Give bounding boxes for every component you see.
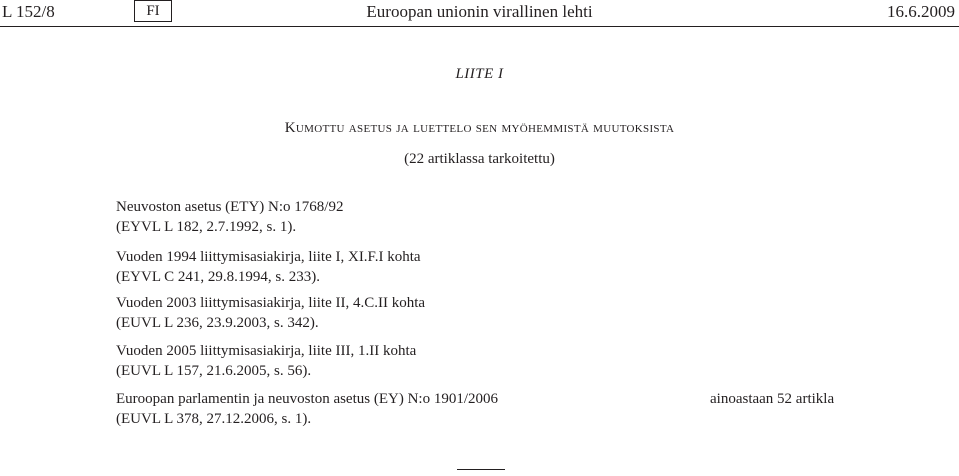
end-divider [457,469,505,470]
entry-regulation-1768-92-line2: (EYVL L 182, 2.7.1992, s. 1). [116,219,297,235]
entry-accession-1994-line2: (EYVL C 241, 29.8.1994, s. 233). [116,269,321,285]
annex-title: Kumottu asetus ja luettelo sen myöhemmistä muutoksista [284,120,675,136]
entry-accession-1994-line1: Vuoden 1994 liittymisasiakirja, liite I, XI.F.I kohta [116,249,421,265]
language-badge: FI [134,0,172,22]
page-reference: L 152/8 [2,2,55,21]
entry-accession-2005-line2: (EUVL L 157, 21.6.2005, s. 56). [116,363,312,379]
entry-accession-2003-line1: Vuoden 2003 liittymisasiakirja, liite II, 4.C.II kohta [116,295,426,311]
journal-title: Euroopan unionin virallinen lehti [366,2,593,21]
entry-regulation-1901-2006-note: ainoastaan 52 artikla [710,391,835,407]
entry-regulation-1901-2006-line2: (EUVL L 378, 27.12.2006, s. 1). [116,411,312,427]
annex-subtitle: (22 artiklassa tarkoitettu) [404,151,555,167]
entry-accession-2005-line1: Vuoden 2005 liittymisasiakirja, liite III, 1.II kohta [116,343,417,359]
entry-regulation-1901-2006-line1: Euroopan parlamentin ja neuvoston asetus (EY) N:o 1901/2006 [116,391,499,407]
entry-regulation-1768-92-line1: Neuvoston asetus (ETY) N:o 1768/92 [116,199,344,215]
header-divider [0,26,959,27]
annex-label: LIITE I [455,66,504,82]
entry-accession-2003-line2: (EUVL L 236, 23.9.2003, s. 342). [116,315,319,331]
publication-date: 16.6.2009 [887,2,955,21]
